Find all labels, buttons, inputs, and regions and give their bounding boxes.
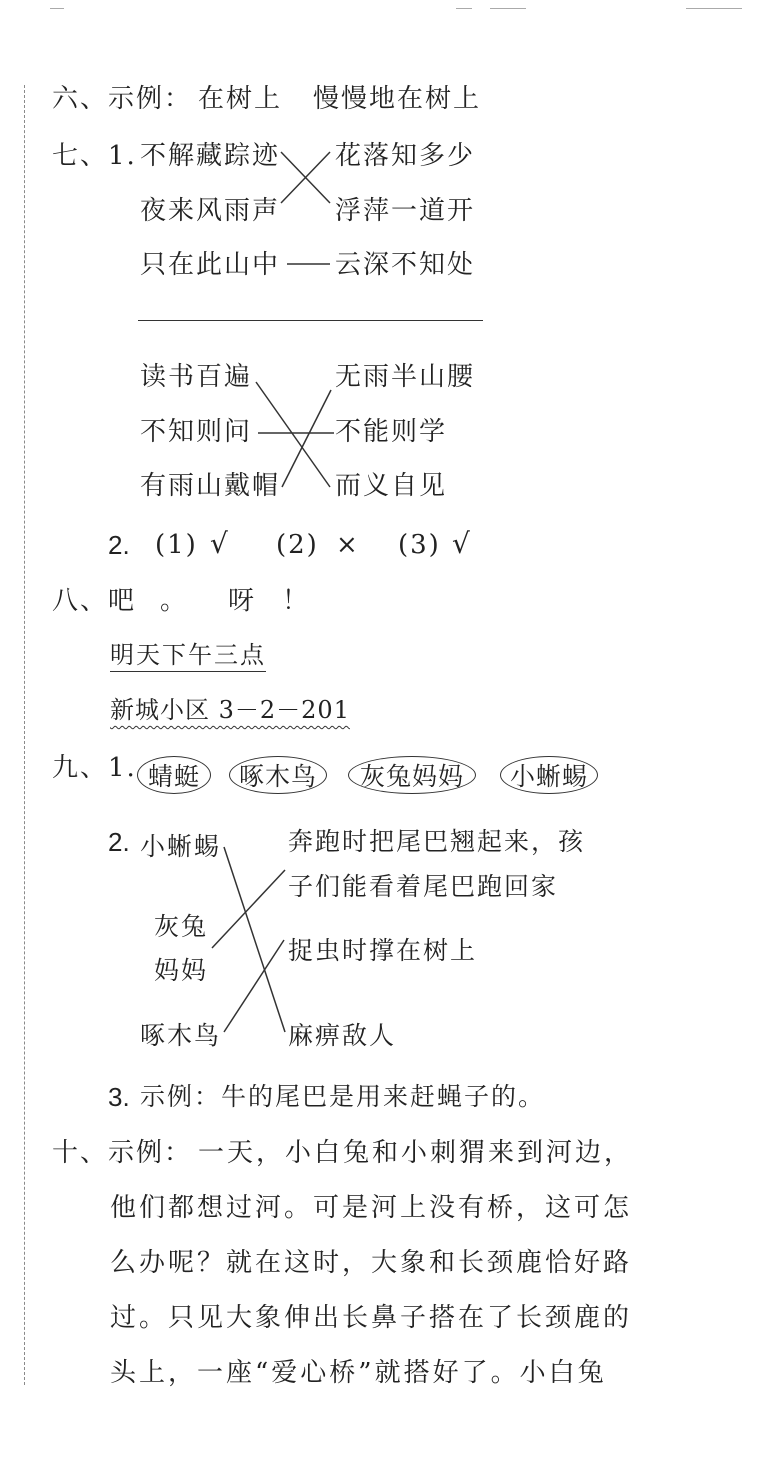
poem-left-line-1: 不解藏踪迹 <box>140 141 281 171</box>
q7-2-item-3: (3) <box>398 530 441 560</box>
section-9-label: 九、1. <box>52 753 137 783</box>
proverb-right-3: 而义自见 <box>335 471 448 501</box>
proverb-left-2: 不知则问 <box>140 417 253 447</box>
section-6-label: 六、示例： <box>52 84 193 114</box>
section-8-word-2: 呀 <box>228 586 257 616</box>
poem-left-line-2: 夜来风雨声 <box>140 196 281 226</box>
section-8-label: 八、吧 <box>52 586 137 616</box>
q9-3-answer: 示例：牛的尾巴是用来赶蝇子的。 <box>140 1082 546 1111</box>
section-8-punct-1: 。 <box>160 586 189 616</box>
q9-2-label: 2. <box>108 827 130 857</box>
match-line-woodpecker <box>224 940 284 1032</box>
poem-right-line-1: 花落知多少 <box>335 141 476 171</box>
circled-word-grey-rabbit-mother: 灰兔妈妈 <box>348 756 476 794</box>
section-8-punct-2: ！ <box>282 586 311 616</box>
tail-use-2: 捉虫时撑在树上 <box>288 936 478 965</box>
circled-word-woodpecker: 啄木鸟 <box>229 756 327 794</box>
match-line-proverb-3-1 <box>282 390 331 487</box>
q7-2-cross-2: × <box>336 530 360 560</box>
match-line-proverb-1-3 <box>256 382 330 487</box>
match-line-lizard <box>224 847 285 1032</box>
section-8-address-answer: 新城小区 3－2－201 <box>110 696 350 724</box>
section-10-line-2: 他们都想过河。可是河上没有桥，这可怎 <box>110 1193 633 1223</box>
section-10-label: 十、示例： <box>52 1138 193 1168</box>
tail-use-1a: 奔跑时把尾巴翘起来，孩 <box>288 827 586 856</box>
section-6-answer-a: 在树上 <box>198 84 283 114</box>
section-7-label: 七、1. <box>52 141 137 171</box>
section-10-line-4: 过。只见大象伸出长鼻子搭在了长颈鹿的 <box>110 1303 633 1333</box>
poem-right-line-3: 云深不知处 <box>335 250 476 280</box>
proverb-left-3: 有雨山戴帽 <box>140 471 281 501</box>
q7-2-label: 2. <box>108 530 130 560</box>
section-10-line-1: 一天，小白兔和小刺猬来到河边， <box>198 1138 634 1168</box>
poem-right-line-2: 浮萍一道开 <box>335 196 476 226</box>
tail-use-3: 麻痹敌人 <box>288 1021 397 1050</box>
proverb-right-2: 不能则学 <box>335 417 448 447</box>
tail-use-1b: 子们能看着尾巴跑回家 <box>288 872 559 901</box>
animal-mother: 妈妈 <box>154 956 209 985</box>
animal-woodpecker: 啄木鸟 <box>140 1021 222 1050</box>
section-8-time-answer: 明天下午三点 <box>110 643 266 672</box>
q7-2-item-1: (1) <box>155 530 198 560</box>
section-10-line-5: 头上，一座“爱心桥”就搭好了。小白兔 <box>110 1358 607 1388</box>
animal-grey-rabbit: 灰兔 <box>154 912 209 941</box>
q7-2-check-1: √ <box>210 527 230 560</box>
proverb-right-1: 无雨半山腰 <box>335 362 476 392</box>
poem-left-line-3: 只在此山中 <box>140 250 281 280</box>
q9-3-label: 3. <box>108 1082 130 1112</box>
match-line-rabbit <box>212 870 285 948</box>
section-10-line-3: 么办呢？就在这时，大象和长颈鹿恰好路 <box>110 1248 633 1278</box>
q7-2-check-3: √ <box>452 527 472 560</box>
animal-little-lizard: 小蜥蜴 <box>140 832 222 861</box>
proverb-left-1: 读书百遍 <box>140 362 253 392</box>
q7-2-item-2: (2) <box>276 530 319 560</box>
section-6-answer-b: 慢慢地在树上 <box>313 84 482 114</box>
circled-word-dragonfly: 蜻蜓 <box>137 756 211 794</box>
circled-word-little-lizard: 小蜥蜴 <box>500 756 598 794</box>
